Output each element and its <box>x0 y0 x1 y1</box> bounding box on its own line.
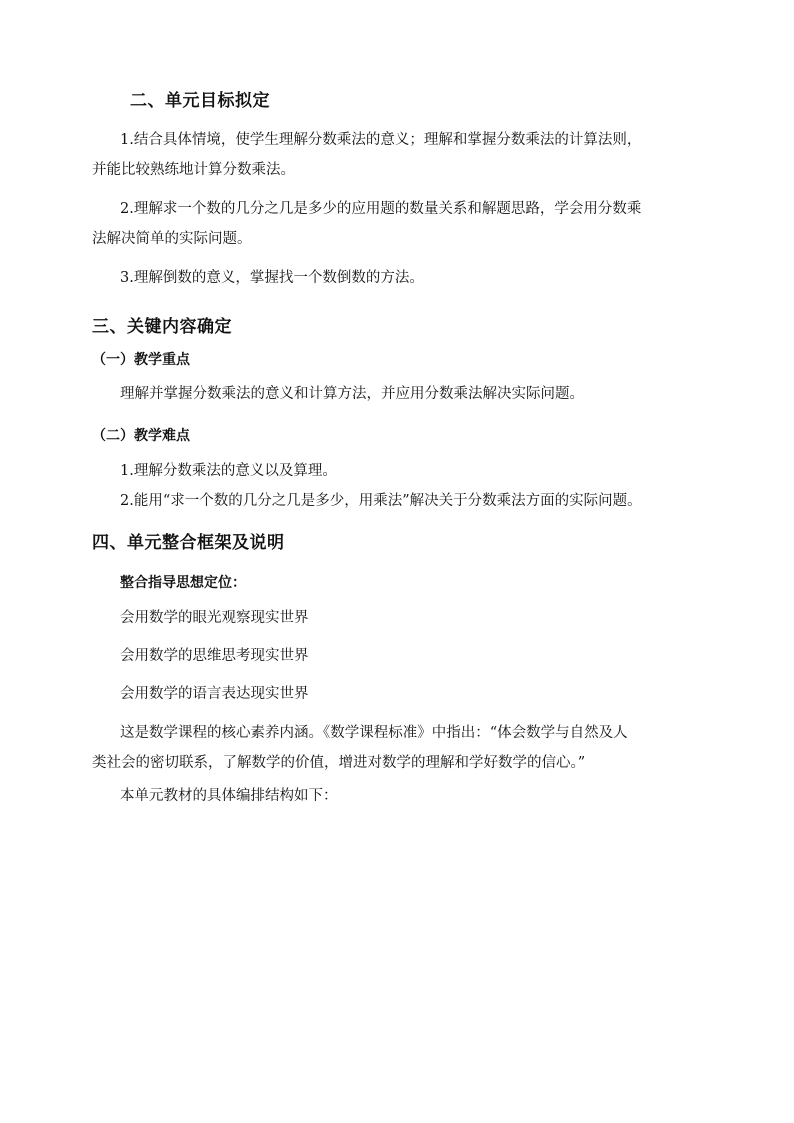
subheading-key-points: （一）教学重点 <box>92 352 190 368</box>
literacy-line-2: 会用数学的思维思考现实世界 <box>120 648 309 664</box>
section-heading-goals: 二、单元目标拟定 <box>130 91 270 111</box>
subheading-difficulties: （二）教学难点 <box>92 428 190 444</box>
structure-intro: 本单元教材的具体编排结构如下： <box>120 788 338 804</box>
guide-heading: 整合指导思想定位： <box>120 575 246 591</box>
section-heading-framework: 四、单元整合框架及说明 <box>92 533 285 553</box>
goal-item-2-line1: 2.理解求一个数的几分之几是多少的应用题的数量关系和解题思路，学会用分数乘 <box>120 201 642 217</box>
goal-item-1-line1: 1.结合具体情境，使学生理解分数乘法的意义；理解和掌握分数乘法的计算法则， <box>120 132 642 148</box>
section-heading-key-content: 三、关键内容确定 <box>92 317 232 337</box>
goal-item-2-line2: 法解决简单的实际问题。 <box>92 231 252 247</box>
key-points-text: 理解并掌握分数乘法的意义和计算方法，并应用分数乘法解决实际问题。 <box>120 386 584 402</box>
literacy-line-3: 会用数学的语言表达现实世界 <box>120 686 309 702</box>
standard-quote-line2: 类社会的密切联系，了解数学的价值，增进对数学的理解和学好数学的信心。” <box>92 755 586 771</box>
standard-quote-line1: 这是数学课程的核心素养内涵。《数学课程标准》中指出：“体会数学与自然及人 <box>120 725 628 741</box>
literacy-line-1: 会用数学的眼光观察现实世界 <box>120 610 309 626</box>
difficulty-item-1: 1.理解分数乘法的意义以及算理。 <box>120 463 337 479</box>
goal-item-1-line2: 并能比较熟练地计算分数乘法。 <box>92 162 295 178</box>
goal-item-3: 3.理解倒数的意义，掌握找一个数倒数的方法。 <box>120 270 424 286</box>
difficulty-item-2: 2.能用“求一个数的几分之几是多少，用乘法”解决关于分数乘法方面的实际问题。 <box>120 493 642 509</box>
